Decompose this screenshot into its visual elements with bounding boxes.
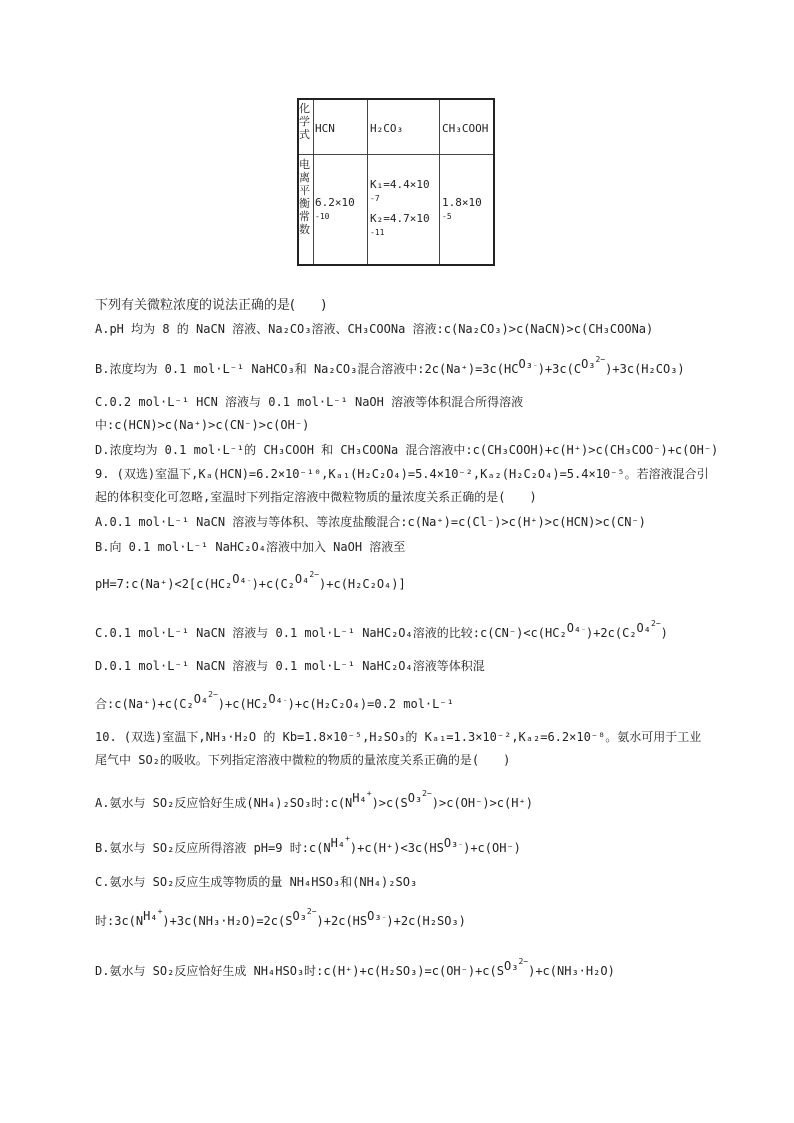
q9-c-text: C.0.1 mol·L⁻¹ NaCN 溶液与 0.1 mol·L⁻¹ NaHC₂O₄溶液的比较:c(CN⁻)<c(HC₂ xyxy=(95,626,567,640)
q10-a-text: A.氨水与 SO₂反应恰好生成(NH₄)₂SO₃时:c(N xyxy=(95,796,353,810)
ion-o3: O₃ xyxy=(581,357,596,371)
ion-charge: ⁻ xyxy=(381,914,387,923)
col-hcn: HCN xyxy=(315,122,335,135)
q9-c-text: ) xyxy=(660,626,668,640)
h2co3-k1-exp: -7 xyxy=(370,194,380,203)
col-ch3cooh: CH₃COOH xyxy=(442,122,489,135)
ion-charge: 2− xyxy=(208,690,218,699)
q9-option-a: A.0.1 mol·L⁻¹ NaCN 溶液与等体积、等浓度盐酸混合:c(Na⁺)=c(Cl⁻)>c(H⁺)>c(HCN)>c(CN⁻) xyxy=(95,515,646,529)
ion-charge: 2− xyxy=(306,907,317,916)
q9-c-text: )+2c(C₂ xyxy=(585,626,637,640)
ion-charge: 2− xyxy=(309,570,320,579)
q8-b-text: B.浓度均为 0.1 mol·L⁻¹ NaHCO₃和 Na₂CO₃混合溶液中:2c(Na⁺)=3c(HC xyxy=(95,362,519,376)
ch3cooh-ka-exp: -5 xyxy=(442,212,452,221)
ion-charge: + xyxy=(345,834,350,843)
q10-a-text: )>c(OH⁻)>c(H⁺) xyxy=(431,796,533,810)
q10-b-text: )+c(H⁺)<3c(HS xyxy=(349,841,444,855)
ion-charge: + xyxy=(366,789,372,798)
ionization-constant-table xyxy=(297,98,495,266)
ion-charge: 2− xyxy=(422,789,432,798)
q9-d-text: )+c(H₂C₂O₄)=0.2 mol·L⁻¹ xyxy=(287,697,454,711)
ion-charge: ⁻ xyxy=(458,841,464,850)
ion-o3: O₃ xyxy=(504,959,519,973)
q10-option-a xyxy=(95,789,533,811)
ion-charge: + xyxy=(157,907,163,916)
h2co3-k2-exp: -11 xyxy=(370,228,385,237)
q9-b-text: pH=7:c(Na⁺)<2[c(HC₂ xyxy=(95,577,233,591)
q10-d-text: )+c(NH₃·H₂O) xyxy=(528,964,615,978)
ion-charge: 2− xyxy=(595,355,606,364)
ion-o4: O₄ xyxy=(294,572,310,586)
table-divider xyxy=(313,100,314,264)
ion-h4: H₄ xyxy=(330,836,346,850)
q9-option-d-line1: D.0.1 mol·L⁻¹ NaCN 溶液与 0.1 mol·L⁻¹ NaHC₂O₄溶液等体积混 xyxy=(95,659,485,673)
q9-b-text: )+c(H₂C₂O₄)] xyxy=(319,577,406,591)
ion-o3: O₃ xyxy=(518,357,533,371)
q8-option-d: D.浓度均为 0.1 mol·L⁻¹的 CH₃COOH 和 CH₃COONa 混合溶液中:c(CH₃COOH)+c(H⁺)>c(CH₃COO⁻)+c(OH⁻) xyxy=(95,443,719,457)
ion-charge: ⁻ xyxy=(581,626,586,635)
table-row-label: 电离平衡常数 xyxy=(299,158,310,236)
ion-o3: O₃ xyxy=(443,836,459,850)
h2co3-k1-value: K₁=4.4×10 xyxy=(370,178,430,191)
q10-c-text: )+3c(NH₃·H₂O)=2c(S xyxy=(162,914,293,928)
h2co3-k1 xyxy=(370,178,430,205)
q10-stem-line2: 尾气中 SO₂的吸收。下列指定溶液中微粒的物质的量浓度关系正确的是( ) xyxy=(95,753,511,767)
ch3cooh-ka xyxy=(442,196,482,223)
q10-d-text: D.氨水与 SO₂反应恰好生成 NH₄HSO₃时:c(H⁺)+c(H₂SO₃)=c(OH⁻)+c(S xyxy=(95,964,504,978)
q9-option-b-line1: B.向 0.1 mol·L⁻¹ NaHC₂O₄溶液中加入 NaOH 溶液至 xyxy=(95,540,406,554)
q8-b-text: )+3c(C xyxy=(537,362,582,376)
ion-o4: O₄ xyxy=(566,621,582,635)
q9-b-text: )+c(C₂ xyxy=(251,577,295,591)
q9-stem-line1: 9. (双选)室温下,Kₐ(HCN)=6.2×10⁻¹⁰,Kₐ₁(H₂C₂O₄)=5.4×10⁻²,Kₐ₂(H₂C₂O₄)=5.4×10⁻⁵。若溶液混合引 xyxy=(95,467,709,481)
ion-h4: H₄ xyxy=(143,909,158,923)
q10-option-c-line2 xyxy=(95,907,466,929)
ion-charge: ⁻ xyxy=(246,577,252,586)
q9-option-c xyxy=(95,619,668,641)
q10-c-text: 时:3c(N xyxy=(95,914,144,928)
q10-c-text: )+2c(H₂SO₃) xyxy=(386,914,466,928)
ion-o4: O₄ xyxy=(232,572,247,586)
ion-o4: O₄ xyxy=(193,692,209,706)
ion-o4: O₄ xyxy=(636,621,651,635)
q10-stem-line1: 10. (双选)室温下,NH₃·H₂O 的 Kb=1.8×10⁻⁵,H₂SO₃的 Kₐ₁=1.3×10⁻²,Kₐ₂=6.2×10⁻⁸。氨水可用于工业 xyxy=(95,730,702,744)
col-h2co3: H₂CO₃ xyxy=(370,122,404,135)
hcn-ka-value: 6.2×10 xyxy=(315,196,355,209)
ion-h4: H₄ xyxy=(352,791,367,805)
q10-b-text: )+c(OH⁻) xyxy=(463,841,521,855)
ch3cooh-ka-value: 1.8×10 xyxy=(442,196,482,209)
ion-charge: 2− xyxy=(518,957,529,966)
q10-b-text: B.氨水与 SO₂反应所得溶液 pH=9 时:c(N xyxy=(95,841,331,855)
ion-o3: O₃ xyxy=(407,791,423,805)
q9-stem-line2: 起的体积变化可忽略,室温时下列指定溶液中微粒物质的量浓度关系正确的是( ) xyxy=(95,490,537,504)
ion-charge: ⁻ xyxy=(532,362,538,371)
q10-option-d xyxy=(95,957,615,979)
table-header-label: 化学式 xyxy=(299,102,310,141)
q10-c-text: )+2c(HS xyxy=(316,914,368,928)
table-divider xyxy=(299,154,493,155)
q10-option-c-line1: C.氨水与 SO₂反应生成等物质的量 NH₄HSO₃和(NH₄)₂SO₃ xyxy=(95,875,418,889)
hcn-ka-exp: -10 xyxy=(315,212,330,221)
q9-d-text: )+c(HC₂ xyxy=(217,697,269,711)
q9-option-d-line2 xyxy=(95,690,454,712)
ion-charge: ⁻ xyxy=(282,697,288,706)
ion-o3: O₃ xyxy=(367,909,382,923)
ion-o4: O₄ xyxy=(268,692,283,706)
h2co3-k2-value: K₂=4.7×10 xyxy=(370,212,430,225)
q8-option-c-line2: 中:c(HCN)>c(Na⁺)>c(CN⁻)>c(OH⁻) xyxy=(95,418,310,432)
q10-a-text: )>c(S xyxy=(371,796,408,810)
ion-charge: 2− xyxy=(651,619,661,628)
q10-option-b xyxy=(95,834,521,856)
q8-option-b xyxy=(95,355,685,377)
h2co3-k2 xyxy=(370,212,430,239)
table-divider xyxy=(439,100,440,264)
table-divider xyxy=(367,100,368,264)
hcn-ka xyxy=(315,196,355,223)
q9-option-b-line2 xyxy=(95,570,406,591)
q8-stem: 下列有关微粒浓度的说法正确的是( ) xyxy=(95,298,327,313)
q8-option-c-line1: C.0.2 mol·L⁻¹ HCN 溶液与 0.1 mol·L⁻¹ NaOH 溶液等体积混合所得溶液 xyxy=(95,395,524,409)
q8-b-text: )+3c(H₂CO₃) xyxy=(605,362,685,376)
q8-option-a: A.pH 均为 8 的 NaCN 溶液、Na₂CO₃溶液、CH₃COONa 溶液:c(Na₂CO₃)>c(NaCN)>c(CH₃COONa) xyxy=(95,322,654,336)
ion-o3: O₃ xyxy=(292,909,307,923)
q9-d-text: 合:c(Na⁺)+c(C₂ xyxy=(95,697,194,711)
